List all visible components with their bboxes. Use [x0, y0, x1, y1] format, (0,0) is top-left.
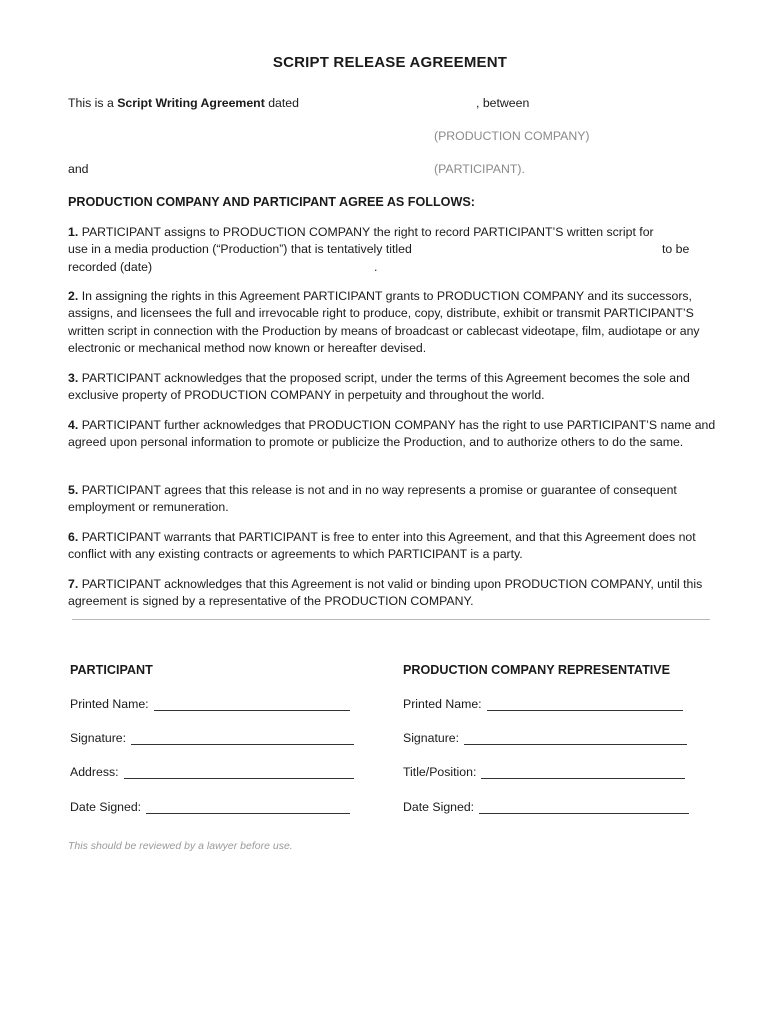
- clause-number: 2.: [68, 289, 79, 303]
- representative-title-field[interactable]: [403, 765, 685, 779]
- intro-between: , between: [476, 96, 530, 110]
- clause-text: to be: [662, 242, 690, 257]
- field-label: Signature:: [403, 731, 460, 745]
- section-divider: [72, 619, 710, 620]
- clause-text: .: [374, 259, 378, 274]
- field-label: Address:: [70, 765, 119, 779]
- document-title: SCRIPT RELEASE AGREEMENT: [272, 54, 508, 71]
- title-position-line[interactable]: [481, 766, 685, 779]
- clause-number: 3.: [68, 371, 79, 385]
- clause-2: [68, 288, 718, 358]
- clause-number: 5.: [68, 483, 79, 497]
- clause-number: 6.: [68, 530, 79, 544]
- participant-address-field[interactable]: [70, 765, 354, 779]
- clause-number: 4.: [68, 418, 79, 432]
- clause-7: [68, 576, 718, 611]
- field-label: Date Signed:: [403, 800, 475, 814]
- intro-agreement-name: Script Writing Agreement: [117, 96, 265, 110]
- participant-signature-field[interactable]: [70, 731, 354, 745]
- field-label: Title/Position:: [403, 765, 477, 779]
- field-label: Printed Name:: [70, 697, 149, 711]
- representative-signature-field[interactable]: [403, 731, 687, 745]
- clause-6: [68, 529, 718, 564]
- printed-name-line[interactable]: [487, 698, 683, 711]
- date-signed-line[interactable]: [479, 801, 689, 814]
- production-company-label: (PRODUCTION COMPANY): [434, 129, 590, 143]
- clause-number: 1.: [68, 225, 79, 239]
- field-label: Date Signed:: [70, 800, 142, 814]
- representative-printed-name-field[interactable]: [403, 697, 683, 711]
- clause-4: [68, 417, 718, 452]
- intro-prefix: This is a: [68, 96, 118, 110]
- participant-printed-name-field[interactable]: [70, 697, 350, 711]
- clause-1: [68, 224, 718, 276]
- intro-dated: dated: [264, 96, 299, 110]
- clause-3: [68, 370, 718, 405]
- clause-text: PARTICIPANT agrees that this release is not and in no way represents a promise or guarantee of consequent employment or remuneration.: [68, 483, 677, 515]
- clause-5: [68, 482, 718, 517]
- agree-heading: PRODUCTION COMPANY AND PARTICIPANT AGREE AS FOLLOWS:: [68, 195, 475, 209]
- representative-date-signed-field[interactable]: [403, 800, 689, 814]
- clause-text: recorded (date): [68, 259, 153, 274]
- signature-line[interactable]: [464, 732, 687, 745]
- field-label: Signature:: [70, 731, 127, 745]
- clause-text: PARTICIPANT assigns to PRODUCTION COMPANY the right to record PARTICIPANT’S written script for: [81, 225, 654, 239]
- participant-date-signed-field[interactable]: [70, 800, 350, 814]
- participant-heading: PARTICIPANT: [70, 663, 153, 677]
- clause-text: PARTICIPANT acknowledges that this Agreement is not valid or binding upon PRODUCTION COMPANY, until this agreement is signed by a representative of the PRODUCTION COMPANY.: [68, 577, 703, 609]
- clause-text: PARTICIPANT further acknowledges that PRODUCTION COMPANY has the right to use PARTICIPANT’S name and agreed upon personal information to promote or publicize the Production, and to authorize others to do the same.: [68, 418, 716, 450]
- printed-name-line[interactable]: [154, 698, 350, 711]
- clause-text: use in a media production (“Production”) that is tentatively titled: [68, 242, 412, 257]
- clause-text: PARTICIPANT warrants that PARTICIPANT is free to enter into this Agreement, and that this Agreement does not conflict with any existing contracts or agreements to which PARTICIPANT is a party.: [68, 530, 696, 562]
- clause-text: In assigning the rights in this Agreement PARTICIPANT grants to PRODUCTION COMPANY and its successors, assigns, and licensees the full and irrevocable right to produce, copy, distribute, exhibit or transmit PARTICIPANT’S written script in connection with the Production by means of broadcast or cablecast videotape, film, audiotape or any electronic or mechanical method now known or hereafter devised.: [68, 289, 700, 356]
- intro-line: [68, 96, 299, 110]
- signature-line[interactable]: [131, 732, 354, 745]
- representative-heading: PRODUCTION COMPANY REPRESENTATIVE: [403, 663, 671, 677]
- lawyer-review-note: This should be reviewed by a lawyer before use.: [68, 840, 293, 852]
- field-label: Printed Name:: [403, 697, 482, 711]
- date-signed-line[interactable]: [146, 801, 350, 814]
- clause-number: 7.: [68, 577, 79, 591]
- clause-text: PARTICIPANT acknowledges that the proposed script, under the terms of this Agreement becomes the sole and exclusive property of PRODUCTION COMPANY in perpetuity and throughout the world.: [68, 371, 690, 403]
- address-line[interactable]: [124, 766, 354, 779]
- intro-and: and: [68, 162, 89, 176]
- participant-label: (PARTICIPANT).: [434, 162, 525, 176]
